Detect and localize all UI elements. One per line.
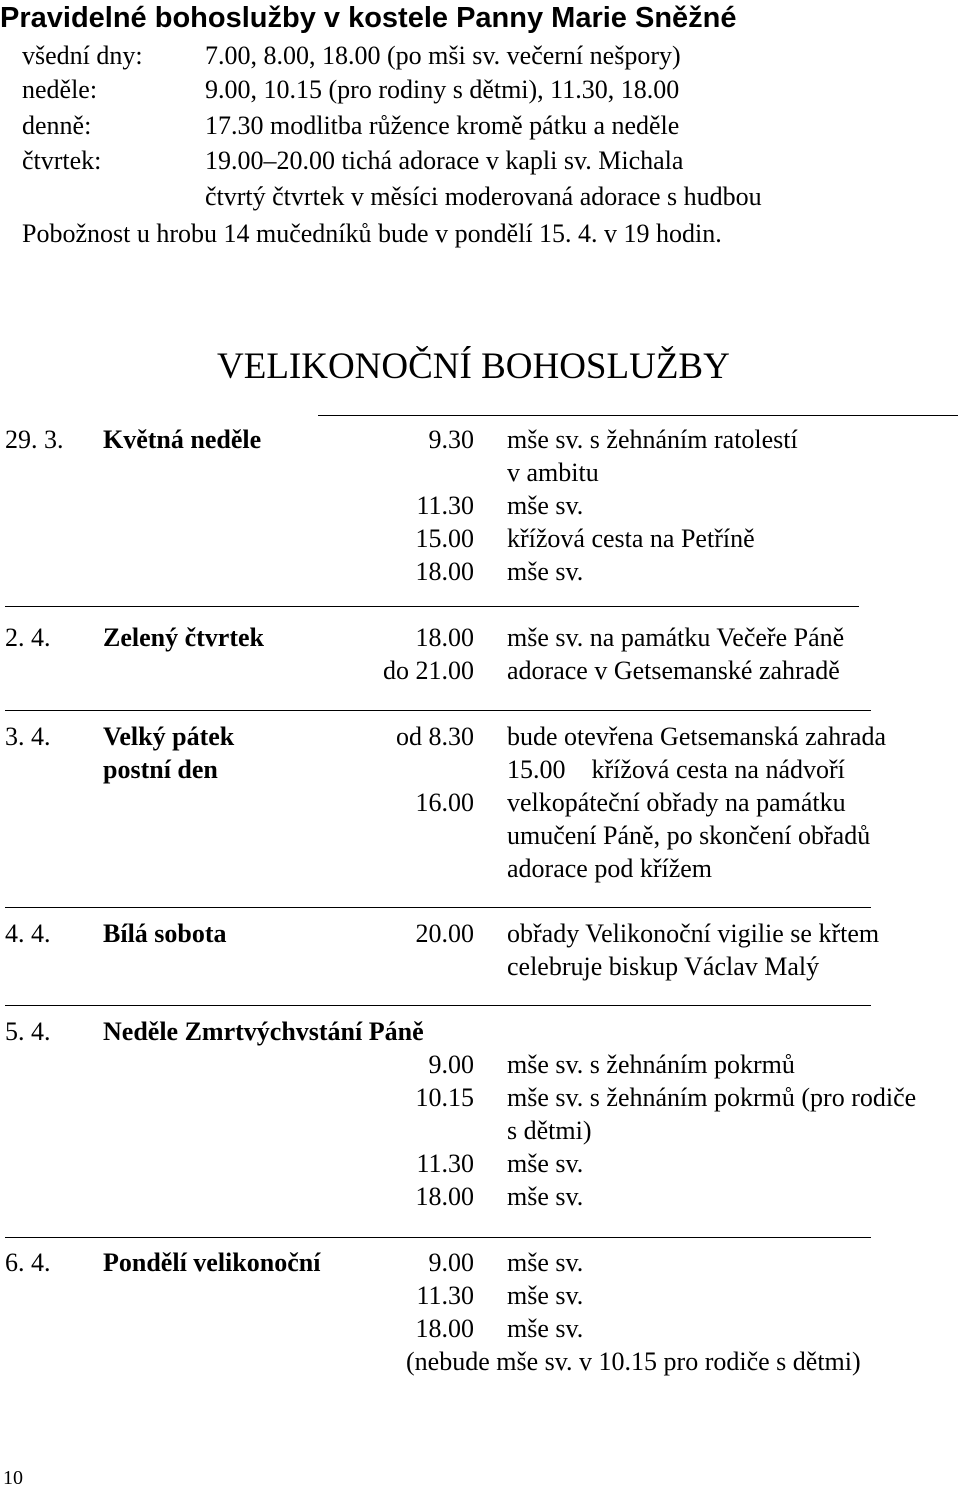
friday-event-1: bude otevřena Getsemanská zahrada <box>507 722 886 751</box>
monday-name: Pondělí velikonoční <box>103 1248 321 1277</box>
palm-event-2: mše sv. <box>507 491 584 520</box>
divider <box>5 907 871 908</box>
thursday-name: Zelený čtvrtek <box>103 623 265 652</box>
friday-event-3: velkopáteční obřady na památku <box>507 788 846 817</box>
sunday-times: 9.00, 10.15 (pro rodiny s dětmi), 11.30, 18.00 <box>205 75 680 104</box>
palm-event-1: mše sv. s žehnáním ratolestí <box>507 425 798 454</box>
divider <box>5 606 859 607</box>
sunday-event-3: mše sv. <box>507 1149 584 1178</box>
friday-event-3b: umučení Páně, po skončení obřadů <box>507 821 871 850</box>
divider <box>5 710 871 711</box>
easter-heading: VELIKONOČNÍ BOHOSLUŽBY <box>217 346 730 387</box>
thursday-times: 19.00–20.00 tichá adorace v kapli sv. Michala <box>205 146 684 175</box>
friday-time-2: 16.00 <box>415 788 474 817</box>
thursday-time-2: do 21.00 <box>383 656 474 685</box>
monday-event-1: mše sv. <box>507 1248 584 1277</box>
monday-time-3: 18.00 <box>415 1314 474 1343</box>
sunday-time-4: 18.00 <box>415 1182 474 1211</box>
monday-note: (nebude mše sv. v 10.15 pro rodiče s dětmi) <box>406 1347 861 1376</box>
sunday-event-2: mše sv. s žehnáním pokrmů (pro rodiče <box>507 1083 917 1112</box>
sunday-time-3: 11.30 <box>416 1149 474 1178</box>
friday-name: Velký pátek <box>103 722 235 751</box>
thursday-date: 2. 4. <box>5 623 51 652</box>
palm-event-3: křížová cesta na Petříně <box>507 524 755 553</box>
sunday-label: neděle: <box>22 75 98 104</box>
divider <box>5 1237 871 1238</box>
palm-time-3: 15.00 <box>415 524 474 553</box>
palm-event-1b: v ambitu <box>507 458 599 487</box>
page-number: 10 <box>3 1467 23 1489</box>
weekday-times: 7.00, 8.00, 18.00 (po mši sv. večerní nešpory) <box>205 41 681 70</box>
saturday-time-1: 20.00 <box>415 919 474 948</box>
thursday-event-2: adorace v Getsemanské zahradě <box>507 656 840 685</box>
thursday-label: čtvrtek: <box>22 146 102 175</box>
palm-time-4: 18.00 <box>415 557 474 586</box>
divider <box>5 1005 871 1006</box>
palm-event-4: mše sv. <box>507 557 584 586</box>
thursday-extra: čtvrtý čtvrtek v měsíci moderovaná adorace s hudbou <box>205 182 762 211</box>
palm-time-2: 11.30 <box>416 491 474 520</box>
sunday-name: Neděle Zmrtvýchvstání Páně <box>103 1017 424 1046</box>
sunday-time-1: 9.00 <box>428 1050 474 1079</box>
monday-event-3: mše sv. <box>507 1314 584 1343</box>
section-title: Pravidelné bohoslužby v kostele Panny Marie Sněžné <box>0 2 737 34</box>
monday-event-2: mše sv. <box>507 1281 584 1310</box>
sunday-time-2: 10.15 <box>415 1083 474 1112</box>
saturday-name: Bílá sobota <box>103 919 227 948</box>
sunday-event-2b: s dětmi) <box>507 1116 592 1145</box>
monday-time-1: 9.00 <box>428 1248 474 1277</box>
weekday-label: všední dny: <box>22 41 143 70</box>
sunday-event-4: mše sv. <box>507 1182 584 1211</box>
saturday-event-1: obřady Velikonoční vigilie se křtem <box>507 919 880 948</box>
thursday-time-1: 18.00 <box>415 623 474 652</box>
saturday-event-1b: celebruje biskup Václav Malý <box>507 952 820 981</box>
friday-event-3c: adorace pod křížem <box>507 854 713 883</box>
monday-time-2: 11.30 <box>416 1281 474 1310</box>
palm-name: Květná neděle <box>103 425 262 454</box>
monday-date: 6. 4. <box>5 1248 51 1277</box>
sunday-event-1: mše sv. s žehnáním pokrmů <box>507 1050 795 1079</box>
friday-event-2: 15.00 křížová cesta na nádvoří <box>507 755 845 784</box>
friday-date: 3. 4. <box>5 722 51 751</box>
daily-times: 17.30 modlitba růžence kromě pátku a neděle <box>205 111 680 140</box>
palm-time-1: 9.30 <box>428 425 474 454</box>
daily-label: denně: <box>22 111 92 140</box>
friday-time-1: od 8.30 <box>396 722 474 751</box>
friday-subname: postní den <box>103 755 218 784</box>
palm-date: 29. 3. <box>5 425 64 454</box>
thursday-event-1: mše sv. na památku Večeře Páně <box>507 623 845 652</box>
sunday-date: 5. 4. <box>5 1017 51 1046</box>
saturday-date: 4. 4. <box>5 919 51 948</box>
memorial-note: Pobožnost u hrobu 14 mučedníků bude v pondělí 15. 4. v 19 hodin. <box>22 219 722 248</box>
divider <box>318 415 958 416</box>
